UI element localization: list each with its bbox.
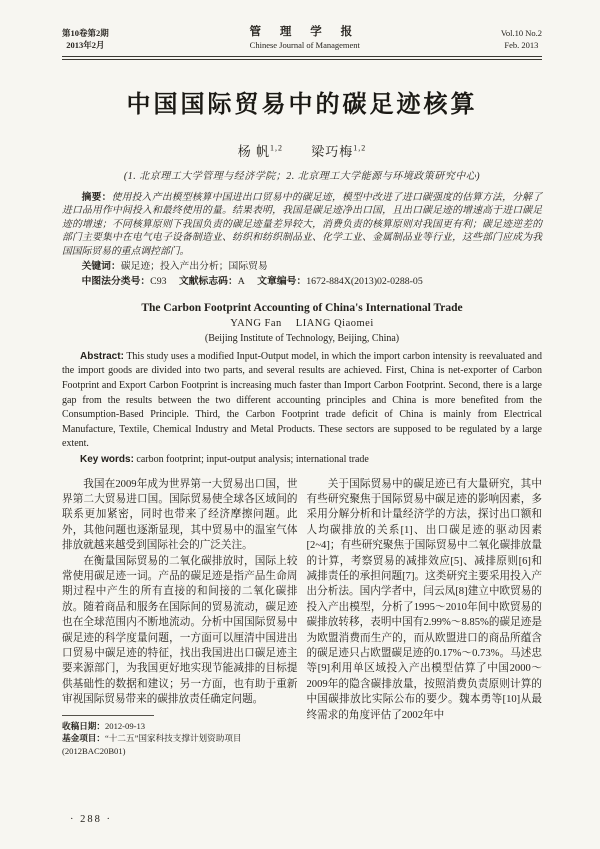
page-number: · 288 · <box>70 814 112 825</box>
left-column <box>62 477 298 758</box>
author-en-1: YANG Fan <box>230 317 282 329</box>
keywords-en-text: carbon footprint; input-output analysis; international trade <box>136 454 369 465</box>
funding-label: 基金项目： <box>62 733 105 744</box>
footnote-block <box>62 715 298 758</box>
keywords-cn-text: 碳足迹；投入产出分析；国际贸易 <box>120 261 268 273</box>
volume-issue-cn: 第10卷第2期 <box>62 27 109 38</box>
author-1 <box>238 141 283 160</box>
header-volume-issue <box>62 27 109 51</box>
keywords-cn-label: 关键词： <box>81 261 121 273</box>
journal-header <box>62 26 542 51</box>
body-columns <box>62 477 542 758</box>
author-2-name: 梁巧梅 <box>311 144 354 159</box>
footnote-funding <box>62 732 298 757</box>
clc-label: 中图法分类号： <box>81 276 151 288</box>
header-rule <box>62 56 542 60</box>
classification-line <box>62 275 542 288</box>
journal-name-cn: 管 理 学 报 <box>249 26 361 38</box>
document-code <box>179 276 245 287</box>
authors-line <box>62 141 542 160</box>
clc-value: C93 <box>150 276 167 288</box>
affiliation: (1. 北京理工大学管理与经济学院；2. 北京理工大学能源与环境政策研究中心) <box>123 171 481 182</box>
paper-title: 中国国际贸易中的碳足迹核算 <box>126 91 478 118</box>
abstract-en-text: This study uses a modified Input-Output model, in which the import carbon intensity is reevaluated and the import goods are divided into two parts, and several results are achieved. First, China is net-exporter of Carbon Footprint and Export Carbon Footprint is increasing much faster than Import Carbon Footprint. Second, there is a large gap from the results between the two different accounting principles and China is more benefited from the Consumption-Based Principle. Third, the Carbon Footprint trade deficit of China is mainly from Electrical Manufacture, Textile, Chemical Industry and Metal Products. These sectors are supposed to be regulated by a large extent. <box>62 350 542 450</box>
journal-name-en: Chinese Journal of Management <box>249 40 360 50</box>
footnote-rule <box>62 715 154 716</box>
abstract-cn <box>62 191 542 258</box>
abstract-cn-label: 摘要： <box>81 192 112 203</box>
funding-value: “十二五”国家科技支撑计划资助项目(2012BAC20B01) <box>62 733 242 756</box>
clc-number <box>82 276 167 287</box>
journal-name <box>249 26 360 51</box>
keywords-cn <box>62 260 542 273</box>
abstract-en-label: Abstract: <box>80 350 124 362</box>
author-2-affiliation-sup: 1,2 <box>353 143 367 153</box>
author-en-2: LIANG Qiaomei <box>295 317 374 329</box>
body-paragraph-2: 在衡量国际贸易的二氧化碳排放时，国际上较常使用碳足迹一词。产品的碳足迹是指产品生命周期过程中产生的所有直接的和间接的二氧化碳排放。随着商品和服务在国际间的贸易流动，碳足迹也在全球范围内不断地流动。分析中国国际贸易中碳足迹的科学度量问题，一方面可以厘清中国进出口贸易中碳足迹的特征，找出我国进出口碳足迹主要来源部门，为我国更好地实现节能减排的目标提供基础性的数据和建议；另一方面，也有助于重新审视国际贸易带来的碳排放责任确定问题。 <box>62 555 298 706</box>
footnote-received-date <box>62 720 298 733</box>
authors-en <box>62 318 542 329</box>
document-code-value: A <box>237 276 245 288</box>
document-code-label: 文献标志码： <box>178 276 238 288</box>
author-2 <box>311 141 366 160</box>
article-id <box>257 276 422 287</box>
article-id-label: 文章编号： <box>257 276 307 288</box>
header-volume-issue-en <box>501 27 542 51</box>
abstract-cn-text: 使用投入产出模型核算中国进出口贸易中的碳足迹，模型中改进了进口碳强度的估算方法，分解了进口品用作中间投入和最终使用的量。结果表明，我国是碳足迹净出口国，且出口碳足迹的增速高于进口碳足迹的增速；不同核算原则下我国负责的碳足迹量差异较大，消费负责的核算原则对我国更有利；碳足迹逆差的部门主要集中在电气电子设备制造业、纺织和纺织制品业、化学工业、金属制品业等行业，这些部门应成为我国国际贸易的重点调控部门。 <box>62 192 543 257</box>
keywords-en <box>62 453 542 468</box>
author-1-name: 杨 帆 <box>237 144 270 159</box>
date-en: Feb. 2013 <box>504 39 539 50</box>
title-en: The Carbon Footprint Accounting of China's International Trade <box>141 301 463 314</box>
received-date-label: 收稿日期： <box>62 720 105 731</box>
body-paragraph-3: 关于国际贸易中的碳足迹已有大量研究，其中有些研究聚焦于国际贸易中碳足迹的影响因素，多采用分解分析和计量经济学的方法，探讨出口额和人均碳排放的关系[1]、出口碳足迹的驱动因素[2~4]；有些研究聚焦于国际贸易中二氧化碳排放量的计算，考察贸易的减排效应[5]、减排原则[6]和减排责任的承担问题[7]。这类研究主要采用投入产出分析法。国内学者中，闫云凤[8]建立中欧贸易的投入产出模型，分析了1995～2010年间中欧贸易的碳排放转移，表明中国有2.99%～8.85%的碳足迹是为欧盟消费而生产的，而从欧盟进口的商品所蕴含的碳足迹只占欧盟碳足迹的0.17%～0.73%。马述忠等[9]利用单区域投入产出模型估算了中国2000～2009年的隐含碳排放量，按照消费负责原则计算的中国碳排放比实际公布的要少。魏本勇等[10]从最终需求的角度评估了2002年中 <box>306 478 542 721</box>
keywords-en-label: Key words: <box>80 454 134 465</box>
body-paragraph-1: 我国在2009年成为世界第一大贸易出口国，世界第二大贸易进口国。国际贸易使全球各区域间的联系更加紧密，同时也带来了经济摩擦问题。此外，其他问题也逐渐显现，其中贸易中的温室气体排放就越来越受到国际社会的广泛关注。 <box>62 478 298 552</box>
date-cn: 2013年2月 <box>66 39 105 50</box>
affiliation-en: (Beijing Institute of Technology, Beijing, China) <box>204 332 400 344</box>
volume-issue-en: Vol.10 No.2 <box>500 27 542 38</box>
right-column <box>307 477 543 758</box>
received-date-value: 2012-09-13 <box>104 720 146 731</box>
article-id-value: 1672-884X(2013)02-0288-05 <box>306 276 423 288</box>
abstract-en <box>62 350 542 452</box>
author-1-affiliation-sup: 1,2 <box>270 143 283 153</box>
